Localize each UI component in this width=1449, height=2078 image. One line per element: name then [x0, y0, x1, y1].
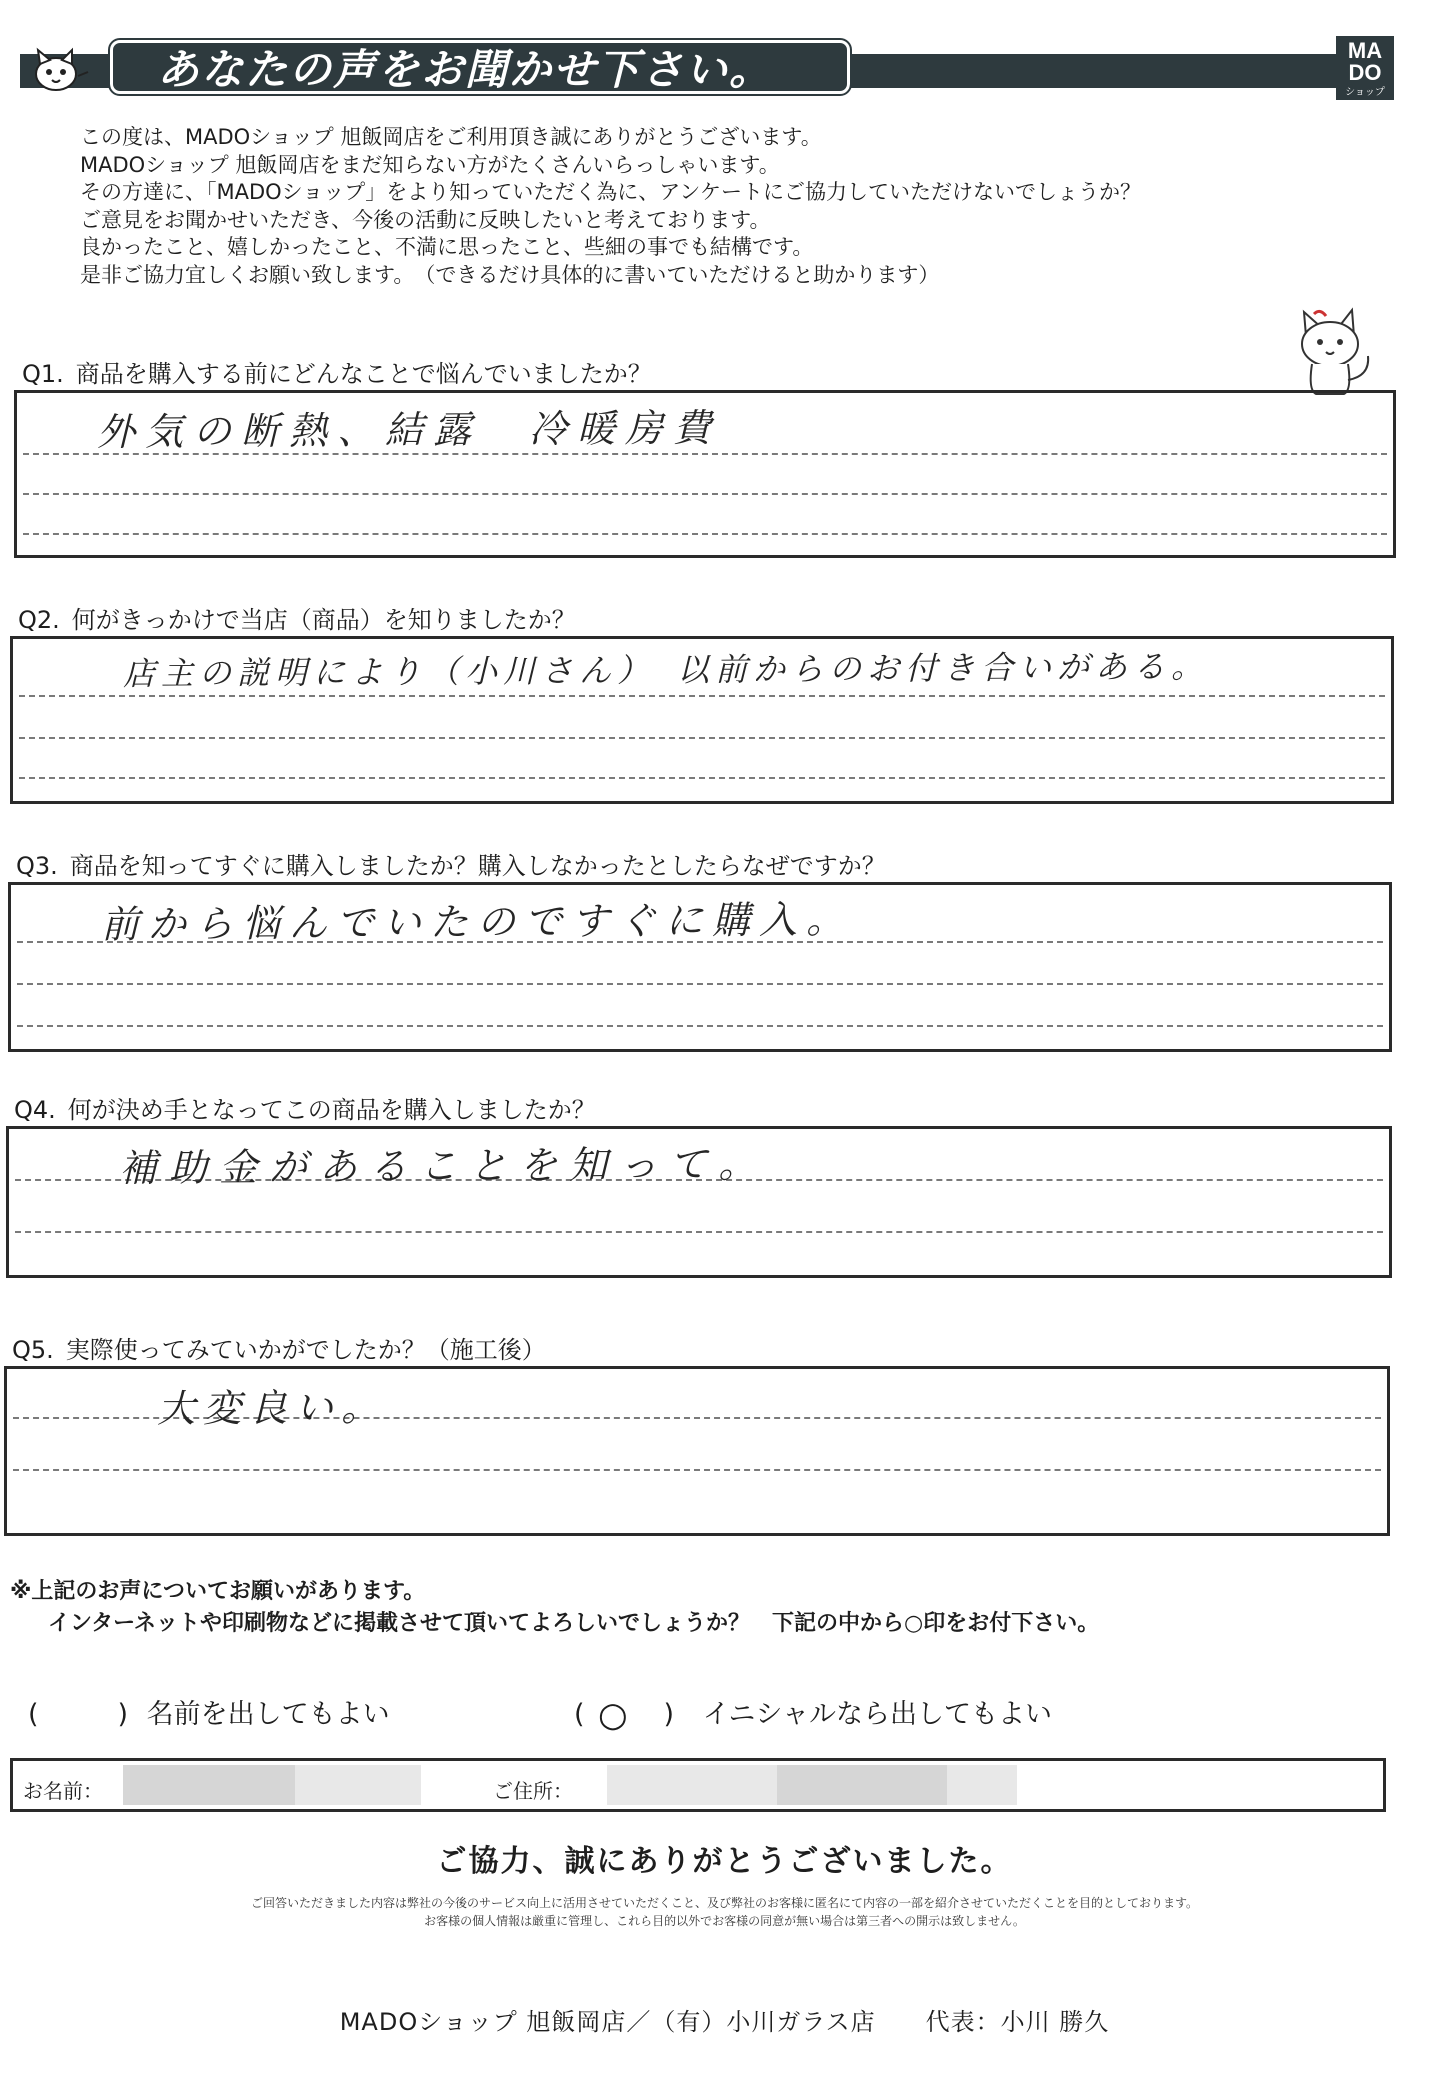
name-label: お名前：: [23, 1779, 103, 1803]
privacy-note: ご回答いただきました内容は弊社の今後のサービス向上に活用させていただくこと、及び弊社のお客様に匿名にて内容の一部を紹介させていただくことを目的としております。: [250, 1896, 1199, 1910]
answer-box-3[interactable]: [8, 882, 1392, 1052]
intro-line: 良かったこと、嬉しかったこと、不満に思ったこと、些細の事でも結構です。: [80, 235, 814, 259]
customer-info-box: [10, 1758, 1386, 1812]
option-name-checkbox[interactable]: [28, 1699, 138, 1730]
thanks-message: ご協力、誠にありがとうございました。: [436, 1844, 1013, 1879]
answer-rule: [15, 1231, 1383, 1233]
answer-box-5[interactable]: [4, 1366, 1390, 1536]
question-text: 商品を購入する前にどんなことで悩んでいましたか？: [75, 360, 652, 388]
answer-rule: [19, 777, 1385, 779]
answer-rule: [17, 983, 1383, 985]
option-name[interactable]: [28, 1692, 390, 1731]
option-label: イニシャルなら出してもよい: [702, 1699, 1052, 1730]
answer-rule: [19, 737, 1385, 739]
shop-footer: MADOショップ 旭飯岡店／（有）小川ガラス店 代表：小川 勝久: [339, 2008, 1110, 2036]
cat-mascot-icon: [1286, 306, 1378, 398]
answer-box-1[interactable]: [14, 390, 1396, 558]
svg-text:MA: MA: [1347, 38, 1383, 63]
answer-rule: [13, 1469, 1381, 1471]
redacted-address: [947, 1765, 1017, 1805]
question-text: 実際使ってみていかがでしたか？（施工後）: [65, 1336, 546, 1364]
intro-line: 是非ご協力宜しくお願い致します。 （できるだけ具体的に書いていただけると助かります）: [80, 262, 940, 287]
redacted-address: [607, 1765, 777, 1805]
request-line-2: インターネットや印刷物などに掲載させて頂いてよろしいでしょうか？ 下記の中から○印をお付下さい。: [48, 1611, 1100, 1636]
question-number: Q1.: [22, 360, 64, 388]
redacted-address: [777, 1765, 947, 1805]
answer-rule: [19, 695, 1385, 697]
question-number: Q2.: [18, 606, 60, 634]
answer-box-2[interactable]: [10, 636, 1394, 804]
question-text: 何が決め手となってこの商品を購入しましたか？: [67, 1096, 596, 1124]
address-label: ご住所：: [493, 1779, 573, 1803]
answer-box-4[interactable]: [6, 1126, 1392, 1278]
handwritten-answer: 大変良い。: [156, 1385, 388, 1431]
question-3: [16, 846, 886, 881]
request-line-1: ※上記のお声についてお願いがあります。: [10, 1579, 426, 1604]
question-number: Q3.: [16, 852, 58, 880]
publish-request: [10, 1576, 1099, 1640]
option-initial-checkbox[interactable]: [574, 1695, 694, 1735]
handwritten-answer: 外気の断熱、結露 冷暖房費: [96, 405, 722, 455]
question-number: Q4.: [14, 1096, 56, 1124]
intro-line: MADOショップ 旭飯岡店をまだ知らない方がたくさんいらっしゃいます。: [80, 152, 780, 177]
redacted-name: [295, 1765, 421, 1805]
option-mark: ○: [598, 1695, 628, 1735]
handwritten-answer: 店主の説明により（小川さん） 以前からのお付き合いがある。: [122, 647, 1210, 693]
intro-line: ご意見をお聞かせいただき、今後の活動に反映したいと考えております。: [80, 207, 771, 232]
answer-rule: [23, 493, 1387, 495]
question-number: Q5.: [12, 1336, 54, 1364]
page-title: あなたの声をお聞かせ下さい。: [110, 40, 850, 94]
intro-line: その方達に、「MADOショップ」をより知っていただく為に、アンケートにご協力していただけないでしょうか？: [80, 180, 1141, 204]
handwritten-answer: 補助金があることを知って。: [118, 1141, 769, 1191]
question-1: [22, 354, 652, 389]
svg-text:ショップ: ショップ: [1345, 87, 1385, 98]
option-label: 名前を出してもよい: [146, 1699, 390, 1730]
intro-text: [80, 124, 1330, 289]
close-paren: ): [663, 1699, 674, 1730]
close-paren: ): [117, 1699, 128, 1730]
header-banner: [20, 40, 1400, 96]
open-paren: (: [574, 1699, 585, 1730]
question-4: [14, 1090, 596, 1125]
cat-icon: [26, 46, 90, 94]
answer-rule: [23, 533, 1387, 535]
privacy-note: お客様の個人情報は厳重に管理し、これら目的以外でお客様の同意が無い場合は第三者への開示は致しません。: [424, 1914, 1025, 1928]
question-text: 商品を知ってすぐに購入しましたか？購入しなかったとしたらなぜですか？: [69, 852, 886, 880]
answer-rule: [17, 1025, 1383, 1027]
mado-logo: [1336, 36, 1394, 100]
intro-line: この度は、MADOショップ 旭飯岡店をご利用頂き誠にありがとうございます。: [80, 125, 822, 149]
question-text: 何がきっかけで当店（商品）を知りましたか？: [71, 606, 576, 634]
handwritten-answer: 前から悩んでいたのですぐに購入。: [100, 897, 854, 947]
redacted-name: [123, 1765, 295, 1805]
option-initial[interactable]: [574, 1692, 1052, 1735]
question-5: [12, 1330, 546, 1365]
open-paren: (: [28, 1699, 39, 1730]
question-2: [18, 600, 576, 635]
svg-text:DO: DO: [1348, 60, 1382, 85]
